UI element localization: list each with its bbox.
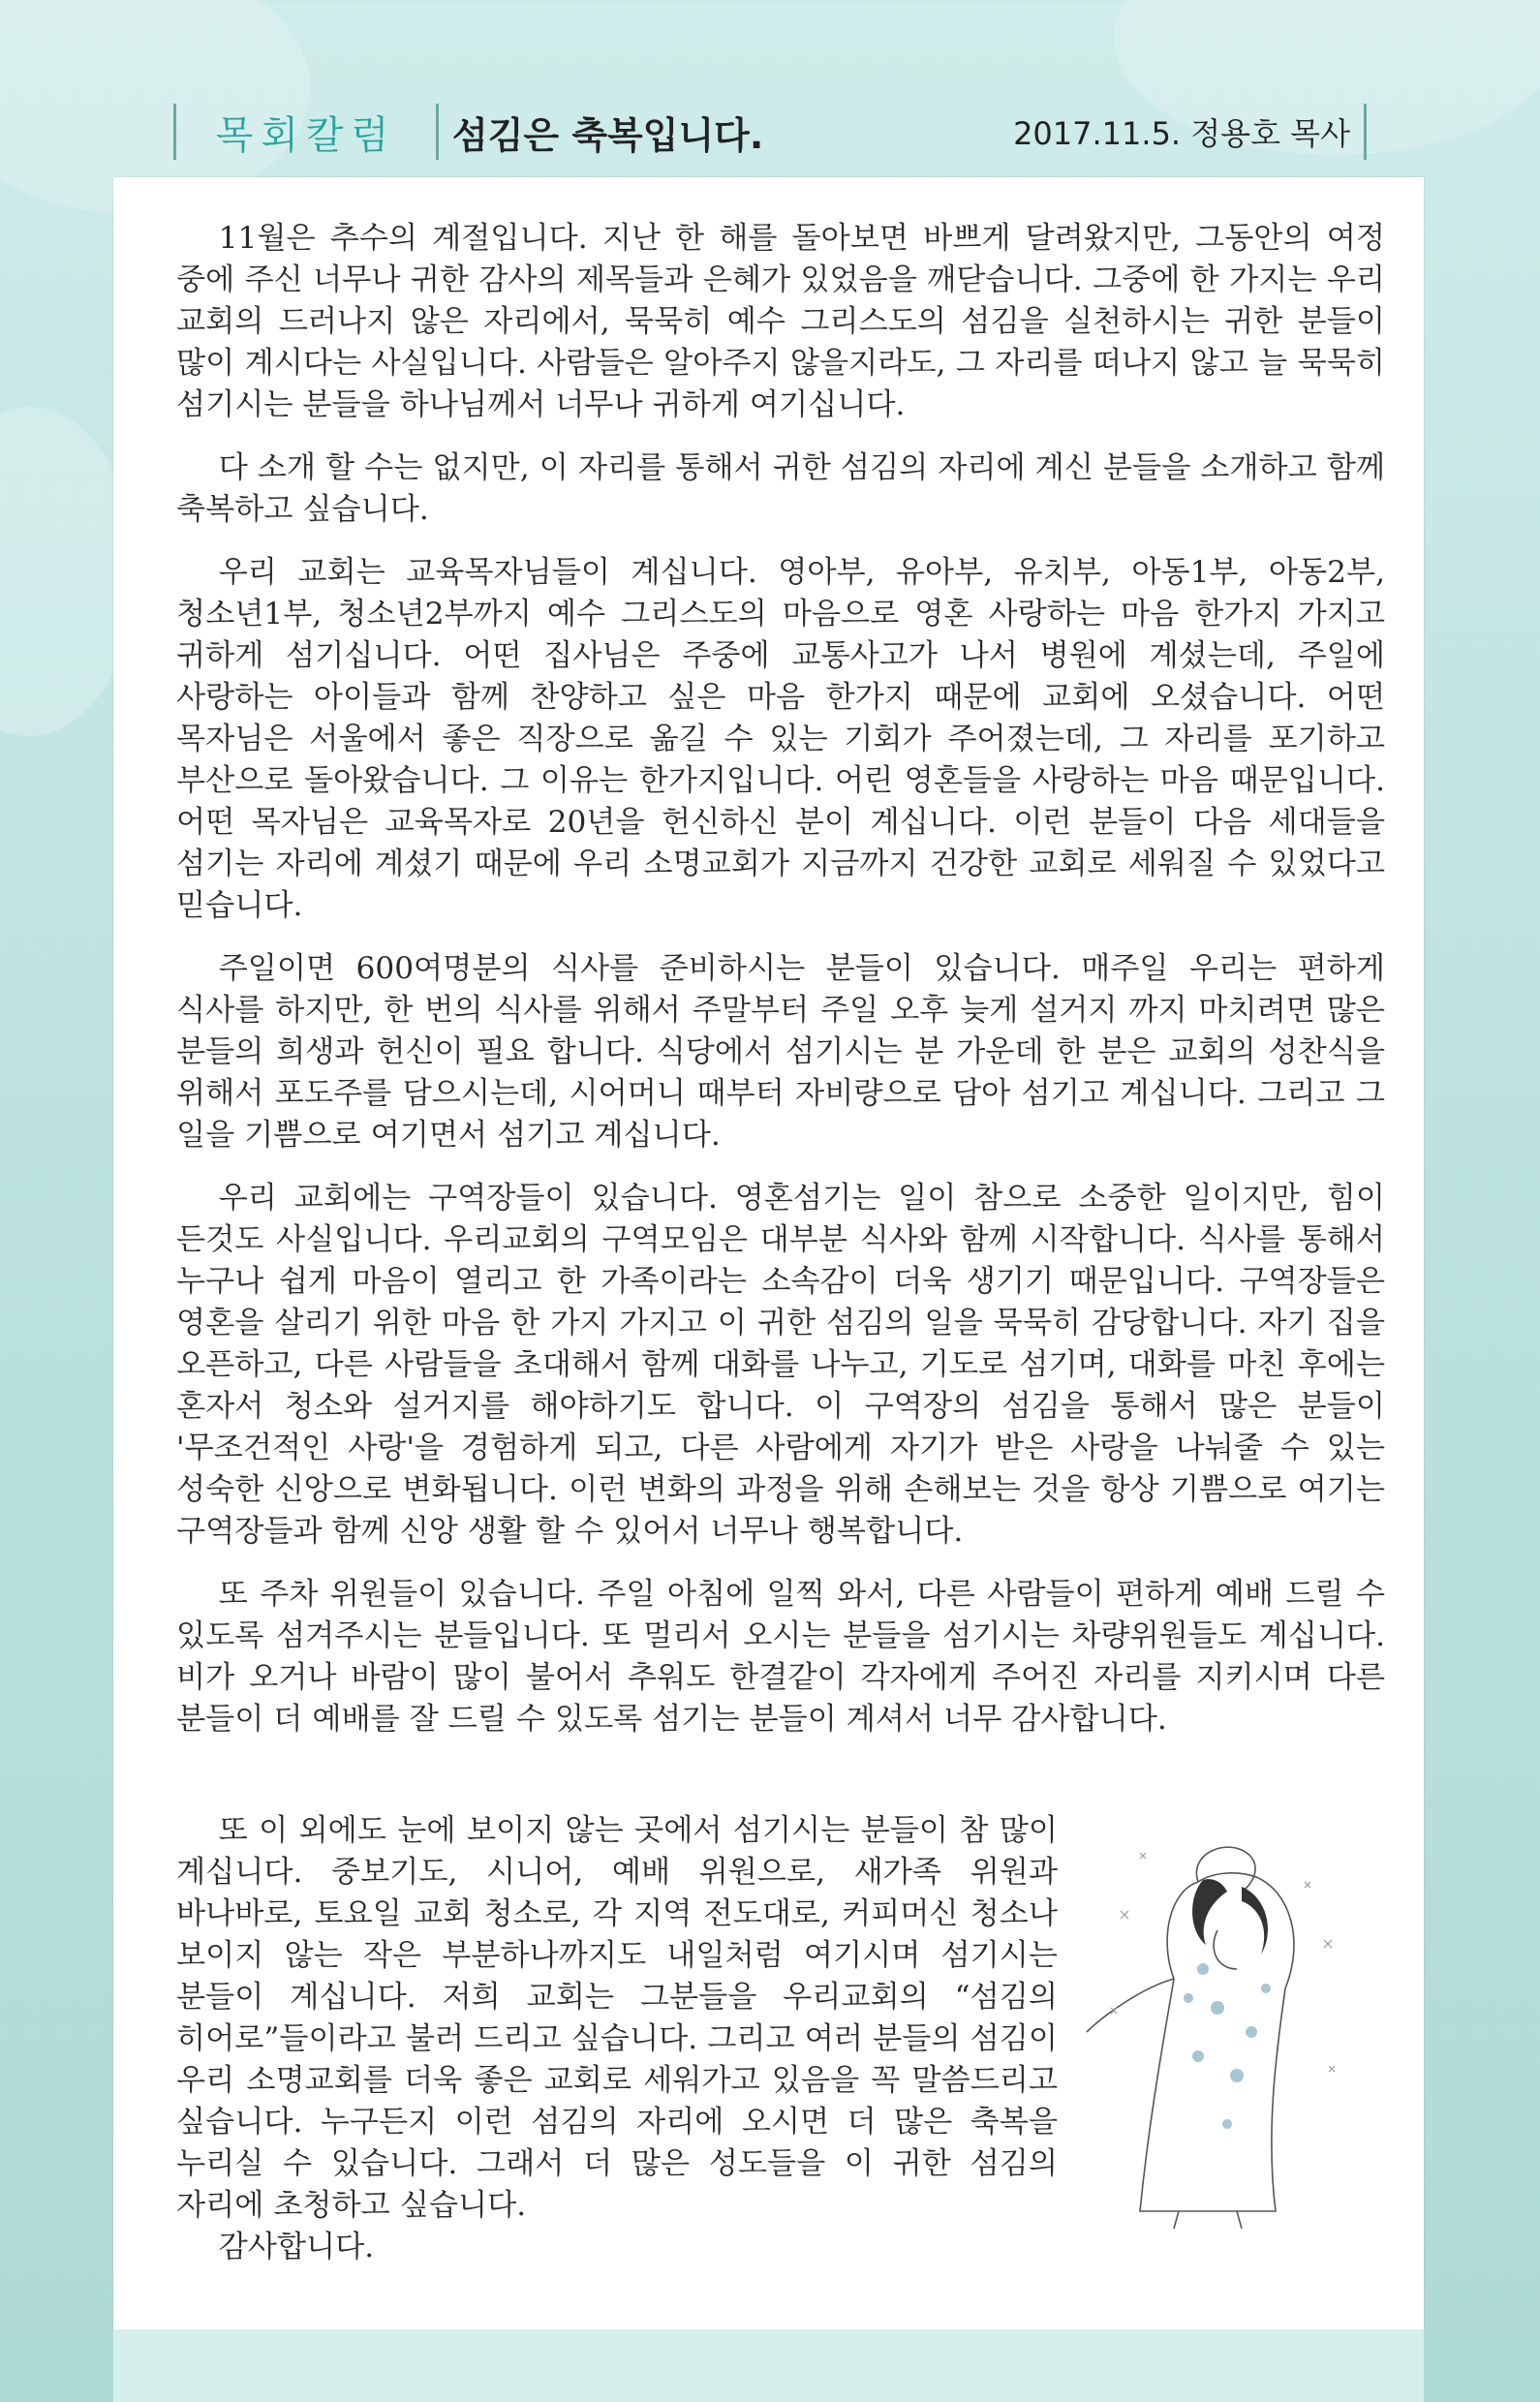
bottom-margin [113, 2329, 1424, 2402]
closing-section [176, 1810, 1058, 2268]
article-body [176, 218, 1385, 1762]
article-paper [113, 177, 1424, 2329]
closing-thanks: 감사합니다. [218, 2230, 375, 2264]
paragraph: 우리 교회는 교육목자님들이 계십니다. 영아부, 유아부, 유치부, 아동1부, 아동2부, 청소년1부, 청소년2부까지 예수 그리스도의 마음으로 영혼 사랑하는 마음 한가지 가지고 귀하게 섬기십니다. 어떤 집사님은 주중에 교통사고가 나서 병원에 계셨는데, 주일에 사랑하는 아이들과 함께 찬양하고 싶은 마음 한가지 때문에 교회에 오셨습니다. 어떤 목자님은 서울에서 좋은 직장으로 옮길 수 있는 기회가 주어졌는데, 그 자리를 포기하고 부산으로 돌아왔습니다. 그 이유는 한가지입니다. 어린 영혼들을 사랑하는 마음 때문입니다. 어떤 목자님은 교육목자로 20년을 헌신하신 분이 계십니다. 이런 분들이 다음 세대들을 섬기는 자리에 계셨기 때문에 우리 소명교회가 지금까지 건강한 교회로 세워질 수 있었다고 믿습니다. [176, 555, 1385, 923]
page-title: 섬김은 축복입니다. [452, 113, 764, 157]
paragraph: 우리 교회에는 구역장들이 있습니다. 영혼섬기는 일이 참으로 소중한 일이지만, 힘이 든것도 사실입니다. 우리교회의 구역모임은 대부분 식사와 함께 시작합니다. 식사를 통해서 누구나 쉽게 마음이 열리고 한 가족이라는 소속감이 더욱 생기기 때문입니다. 구역장들은 영혼을 살리기 위한 마음 한 가지 가지고 이 귀한 섬김의 일을 묵묵히 감당합니다. 자기 집을 오픈하고, 다른 사람들을 초대해서 함께 대화를 나누고, 기도로 섬기며, 대화를 마친 후에는 혼자서 청소와 설거지를 해야하기도 합니다. 이 구역장의 섬김을 통해서 많은 분들이 '무조건적인 사랑'을 경험하게 되고, 다른 사람에게 자기가 받은 사랑을 나눠줄 수 있는 성숙한 신앙으로 변화됩니다. 이런 변화의 과정을 위해 손해보는 것을 항상 기쁨으로 여기는 구역장들과 함께 신앙 생활 할 수 있어서 너무나 행복합니다. [176, 1181, 1386, 1549]
date-author: 2017.11.5. 정용호 목사 [1013, 115, 1350, 152]
header-divider [173, 104, 176, 160]
paragraph: 11월은 추수의 계절입니다. 지난 한 해를 돌아보면 바쁘게 달려왔지만, 그동안의 여정 중에 주신 너무나 귀한 감사의 제목들과 은혜가 있었음을 깨닫습니다. 그중에 한 가지는 우리 교회의 드러나지 않은 자리에서, 묵묵히 예수 그리스도의 섬김을 실천하시는 귀한 분들이 많이 계시다는 사실입니다. 사람들은 알아주지 않을지라도, 그 자리를 떠나지 않고 늘 묵묵히 섬기시는 분들을 하나님께서 너무나 귀하게 여기십니다. [176, 221, 1385, 422]
paragraph: 다 소개 할 수는 없지만, 이 자리를 통해서 귀한 섬김의 자리에 계신 분들을 소개하고 함께 축복하고 싶습니다. [176, 450, 1385, 527]
header-divider [436, 104, 439, 160]
header-divider [1364, 104, 1367, 160]
paragraph: 주일이면 600여명분의 식사를 준비하시는 분들이 있습니다. 매주일 우리는 편하게 식사를 하지만, 한 번의 식사를 위해서 주말부터 주일 오후 늦게 설거지 까지 마치려면 많은 분들의 희생과 헌신이 필요 합니다. 식당에서 섬기시는 분 가운데 한 분은 교회의 성찬식을 위해서 포도주를 담으시는데, 시어머니 때부터 자비량으로 담아 섬기고 계십니다. 그리고 그 일을 기쁨으로 여기면서 섬기고 계십니다. [176, 951, 1385, 1153]
paragraph: 또 이 외에도 눈에 보이지 않는 곳에서 섬기시는 분들이 참 많이 계십니다. 중보기도, 시니어, 예배 위원으로, 새가족 위원과 바나바로, 토요일 교회 청소로, 각 지역 전도대로, 커피머신 청소나 보이지 않는 작은 부분하나까지도 내일처럼 여기시며 섬기시는 분들이 계십니다. 저희 교회는 그분들을 우리교회의 “섬김의 히어로”들이라고 불러 드리고 싶습니다. 그리고 여러 분들의 섬김이 우리 소명교회를 더욱 좋은 교회로 세워가고 있음을 꼭 말씀드리고 싶습니다. 누구든지 이런 섬김의 자리에 오시면 더 많은 축복을 누리실 수 있습니다. 그래서 더 많은 성도들을 이 귀한 섬김의 자리에 초청하고 싶습니다. [176, 1813, 1058, 2223]
column-header [160, 97, 1380, 167]
paragraph: 또 주차 위원들이 있습니다. 주일 아침에 일찍 와서, 다른 사람들이 편하게 예배 드릴 수 있도록 섬겨주시는 분들입니다. 또 멀리서 오시는 분들을 섬기시는 차량위원들도 계십니다. 비가 오거나 바람이 많이 불어서 추워도 한결같이 각자에게 주어진 자리를 지키시며 다른 분들이 더 예배를 잘 드릴 수 있도록 섬기는 분들이 계셔서 너무 감사합니다. [176, 1577, 1385, 1737]
hugging-figures-illustration [1082, 1824, 1372, 2231]
column-label: 목회칼럼 [215, 112, 397, 158]
